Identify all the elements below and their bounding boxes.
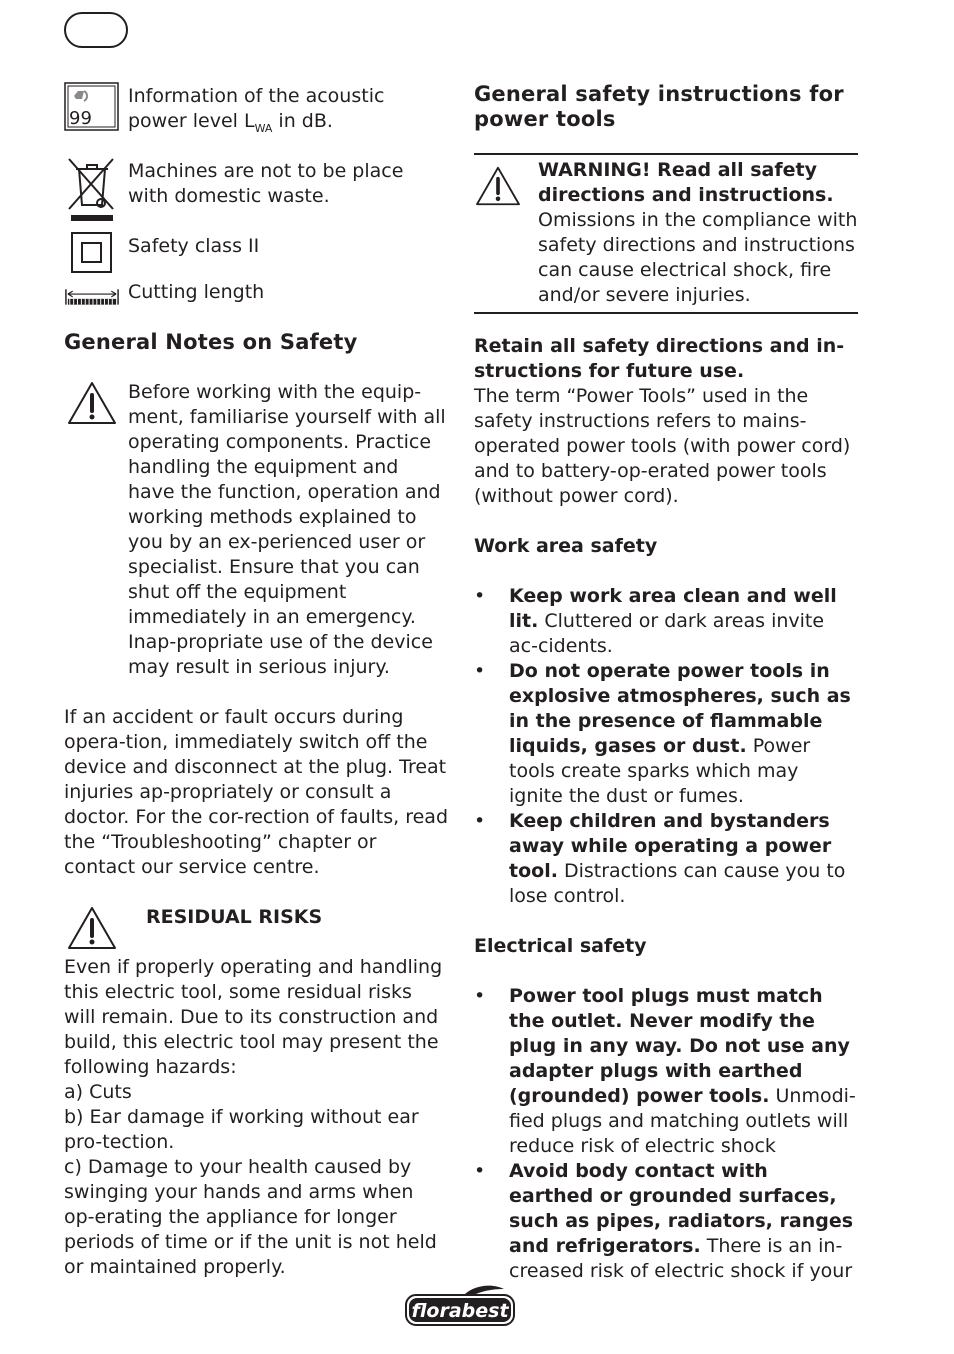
accident-text: If an accident or fault occurs during opera-tion, immediately switch off the device and disconnect at the plug. Treat injuries ap-propriately or consult a doctor. For the cor-rection of faults, read the “Troubleshooting” chapter or contact our service centre.: [64, 706, 449, 878]
acoustic-text-sub: WA: [254, 121, 273, 135]
symbol-class-ii-row: [64, 232, 449, 282]
warning-triangle-icon: [64, 380, 120, 426]
class-ii-text: Safety class II: [128, 235, 260, 257]
language-badge: [64, 12, 128, 48]
residual-heading-row: [64, 905, 449, 955]
residual-item: c) Damage to your health caused by swinging your hands and arms when op-erating the appliance for longer periods of time or if the unit is not held or maintained properly.: [64, 1156, 437, 1278]
bullet: •: [474, 585, 486, 607]
symbol-cutting-row: [64, 280, 449, 330]
general-notes-heading: General Notes on Safety: [64, 330, 358, 354]
work-area-list: [474, 584, 858, 909]
list-item-text: There is an in-creased risk of electric shock if your: [509, 1235, 853, 1282]
residual-heading: RESIDUAL RISKS: [146, 906, 323, 928]
list-item: [474, 1159, 858, 1284]
list-item-bold: Keep work area clean and well lit.: [509, 585, 837, 632]
list-item-text: Cluttered or dark areas invite ac-cidents.: [509, 610, 825, 657]
list-item: [474, 584, 858, 659]
list-item-bold: Do not operate power tools in explosive atmospheres, such as in the presence of flammable liquids, gases or dust.: [509, 660, 851, 757]
list-item-bold: Power tool plugs must match the outlet. Never modify the plug in any way. Do not use any adapter plugs with earthed (grounded) power tools.: [509, 985, 850, 1107]
residual-item: b) Ear damage if working without ear pro-tection.: [64, 1106, 419, 1153]
retain-text: The term “Power Tools” used in the safety instructions refers to mains-operated power tools (with power cord) and to battery-op-erated power tools (without power cord).: [474, 385, 851, 507]
warning-bold-text: WARNING! Read all safety directions and instructions.: [538, 159, 834, 206]
cutting-length-icon: [64, 280, 120, 310]
general-safety-heading: General safety instructions for power tools: [474, 82, 844, 131]
acoustic-power-icon: [64, 82, 120, 132]
residual-intro: Even if properly operating and handling this electric tool, some residual risks will remain. Due to its construction and build, this electric tool may present the following hazards:: [64, 956, 443, 1078]
right-column: [474, 82, 858, 1284]
notes-intro-text: Before working with the equip-ment, familiarise yourself with all operating components. Practice handling the equipment and have the function, operation and working methods explained to you by an ex-perienced user or specialist. Ensure that you can shut off the equipment immediately in an emergency. Inap-propriate use of the device may result in serious injury.: [128, 381, 446, 678]
bullet: •: [474, 985, 486, 1007]
warning-box: [474, 153, 858, 314]
list-item: [474, 809, 858, 909]
retain-bold-text: Retain all safety directions and in-structions for future use.: [474, 335, 845, 382]
safety-class-ii-icon: [64, 232, 120, 274]
florabest-logo: [404, 1285, 516, 1327]
bullet: •: [474, 660, 486, 682]
list-item-text: Power tools create sparks which may ignite the dust or fumes.: [509, 735, 811, 807]
notes-warning-block: [64, 380, 449, 680]
acoustic-text-after: in dB.: [272, 110, 333, 132]
list-item-bold: Keep children and bystanders away while operating a power tool.: [509, 810, 832, 882]
acoustic-text-main: Information of the acoustic power level L: [128, 85, 385, 132]
acoustic-text: [128, 82, 449, 134]
work-area-heading: Work area safety: [474, 535, 658, 557]
residual-item: a) Cuts: [64, 1081, 132, 1103]
acoustic-icon-label: 99: [69, 108, 92, 129]
cutting-text: Cutting length: [128, 281, 265, 303]
electrical-heading: Electrical safety: [474, 935, 647, 957]
bullet: •: [474, 1160, 486, 1182]
electrical-list: [474, 984, 858, 1284]
list-item: [474, 659, 858, 809]
crossed-bin-icon: [64, 157, 120, 223]
warning-triangle-icon: [64, 905, 120, 951]
list-item-text: Distractions can cause you to lose control.: [509, 860, 846, 907]
symbol-acoustic-row: [64, 82, 449, 157]
left-column: [64, 82, 449, 1280]
warning-text: Omissions in the compliance with safety directions and instructions can cause electrical shock, fire and/or severe injuries.: [538, 209, 858, 306]
list-item: [474, 984, 858, 1159]
warning-triangle-icon: [474, 165, 522, 207]
bin-text: Machines are not to be place with domestic waste.: [128, 160, 404, 207]
symbol-bin-row: [64, 157, 449, 232]
list-item-text: Unmodi-fied plugs and matching outlets will reduce risk of electric shock: [509, 1085, 856, 1157]
brand-logo-text: florabest: [411, 1300, 509, 1322]
bullet: •: [474, 810, 486, 832]
list-item-bold: Avoid body contact with earthed or grounded surfaces, such as pipes, radiators, ranges and refrigerators.: [509, 1160, 854, 1257]
